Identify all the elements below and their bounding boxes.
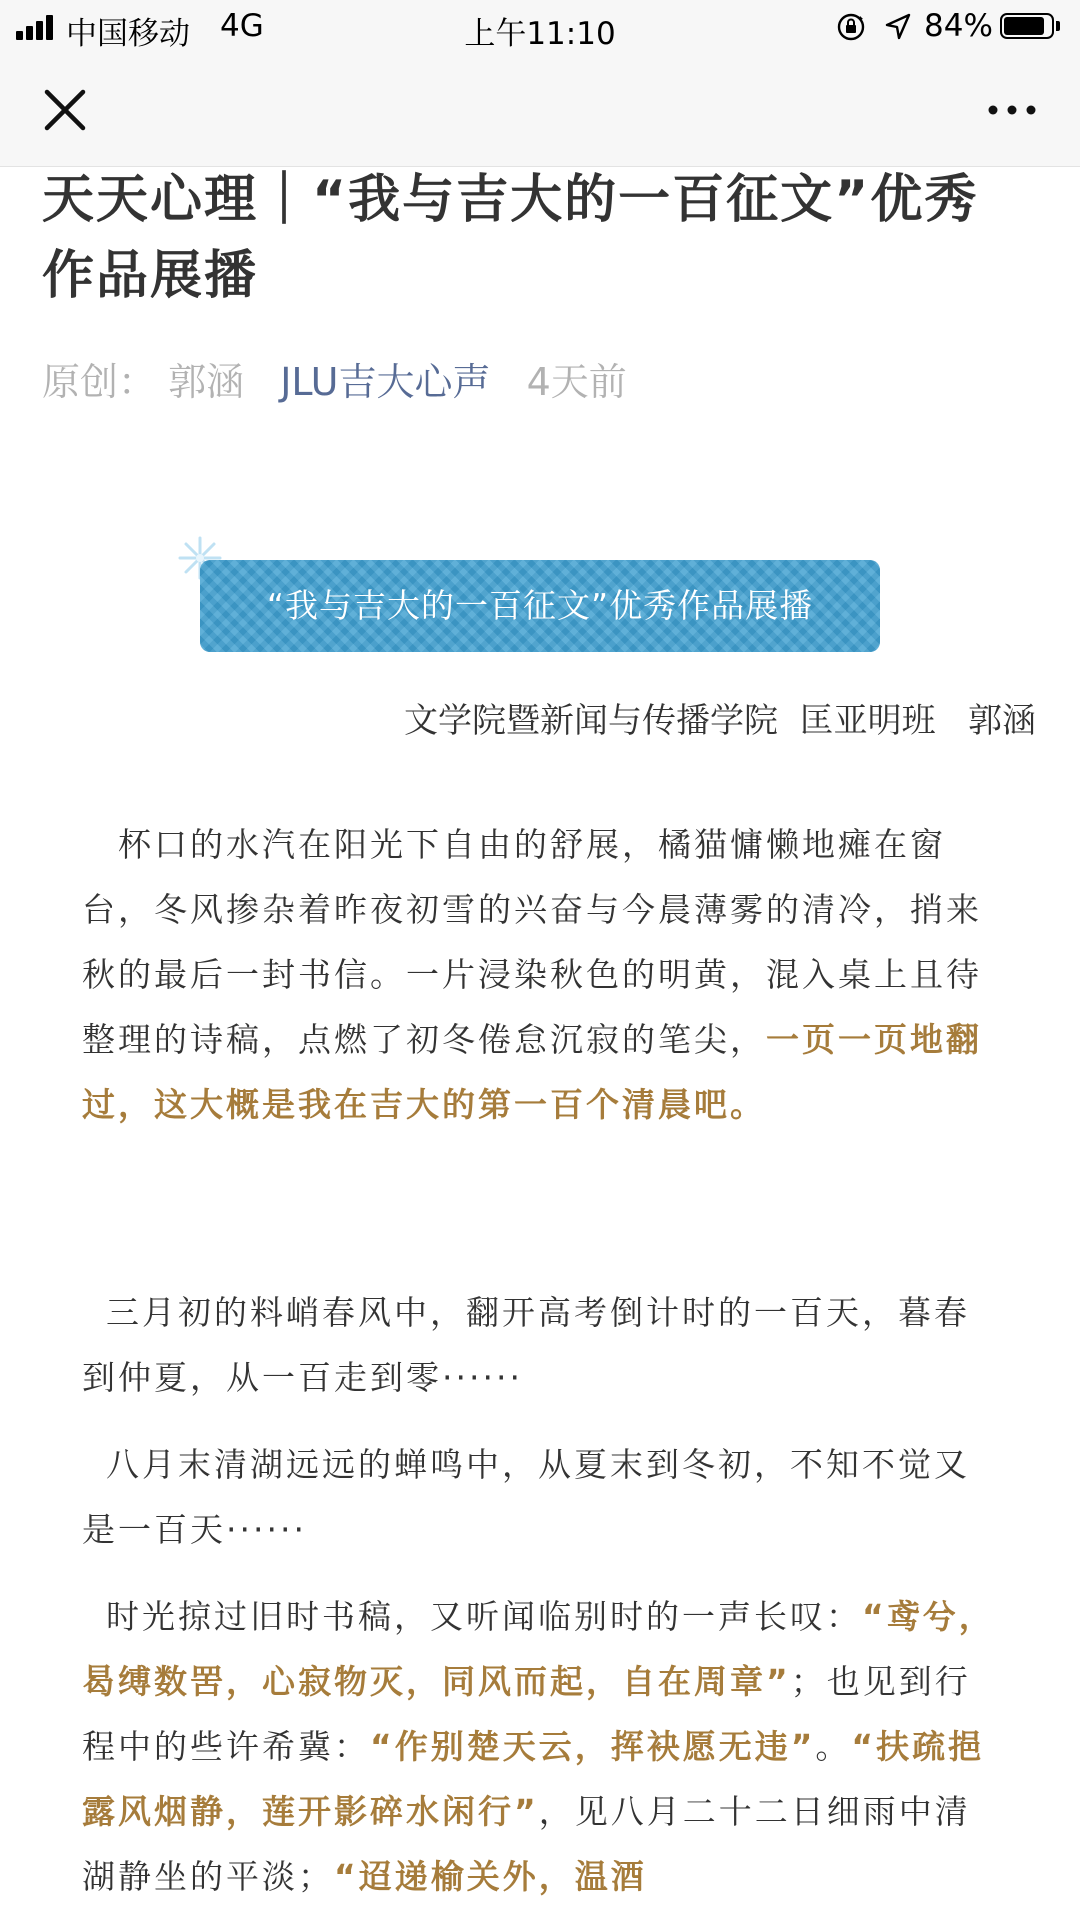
rotation-lock-icon <box>836 12 866 42</box>
paragraph-3 <box>82 1432 1000 1562</box>
highlight-text: “扶疏挹露风烟静，莲开影碎水闲行” <box>82 1727 985 1831</box>
battery-percent: 84% <box>924 8 993 44</box>
paragraph-text: ；也见到行程中的些许希冀： <box>82 1662 971 1766</box>
close-icon <box>30 80 102 140</box>
paragraph-text: 三月初的料峭春风中，翻开高考倒计时的一百天，暮春到仲夏，从一百走到零······ <box>82 1293 970 1397</box>
close-button[interactable] <box>30 80 102 140</box>
more-options-button[interactable] <box>976 80 1048 140</box>
section-banner <box>172 530 882 652</box>
paragraph-text: 。 <box>815 1727 852 1766</box>
clock: 上午11:10 <box>464 16 616 52</box>
publish-time: 4天前 <box>526 360 627 404</box>
paragraph-text: 杯口的水汽在阳光下自由的舒展，橘猫慵懒地瘫在窗台，冬风掺杂着昨夜初雪的兴奋与今晨薄雾的清冷，捎来秋的最后一封书信。一片浸染秋色的明黄，混入桌上且待整理的诗稿，点燃了初冬倦怠沉寂的笔尖， <box>82 825 982 1059</box>
account-link[interactable]: JLU吉大心声 <box>280 360 491 404</box>
author-label: 原创： 郭涵 <box>42 360 245 404</box>
highlight-text: “鸢兮，曷缚数罟，心寂物灭，同风而起，自在周章” <box>82 1597 995 1701</box>
highlight-text: 一页一页地翻过，这大概是我在吉大的第一百个清晨吧。 <box>82 1020 982 1124</box>
byline: 文学院暨新闻与传播学院 匡亚明班 郭涵 <box>403 701 1036 741</box>
highlight-text: “迢递榆关外，温酒 <box>334 1857 647 1896</box>
paragraph-2 <box>82 1280 1000 1410</box>
carrier-label: 中国移动 <box>66 16 190 52</box>
status-bar <box>0 0 1080 54</box>
more-icon <box>976 80 1048 140</box>
paragraph-text: 时光掠过旧时书稿，又听闻临别时的一声长叹： <box>106 1597 862 1636</box>
paragraph-1 <box>82 812 1000 1137</box>
highlight-text: “作别楚天云，挥袂愿无违” <box>370 1727 816 1766</box>
nav-bar <box>0 54 1080 167</box>
paragraph-text: ，见八月二十二日细雨中清湖静坐的平淡； <box>82 1792 971 1896</box>
network-type: 4G <box>220 8 264 44</box>
battery-icon <box>1000 13 1062 41</box>
article-meta <box>42 358 651 406</box>
paragraph-text: 八月末清湖远远的蝉鸣中，从夏末到冬初，不知不觉又是一百天······ <box>82 1445 970 1549</box>
banner-title: “我与吉大的一百征文”优秀作品展播 <box>200 560 880 652</box>
location-icon <box>884 12 912 42</box>
paragraph-4 <box>82 1584 1000 1909</box>
article-title: 天天心理｜“我与吉大的一百征文”优秀作品展播 <box>42 170 979 306</box>
